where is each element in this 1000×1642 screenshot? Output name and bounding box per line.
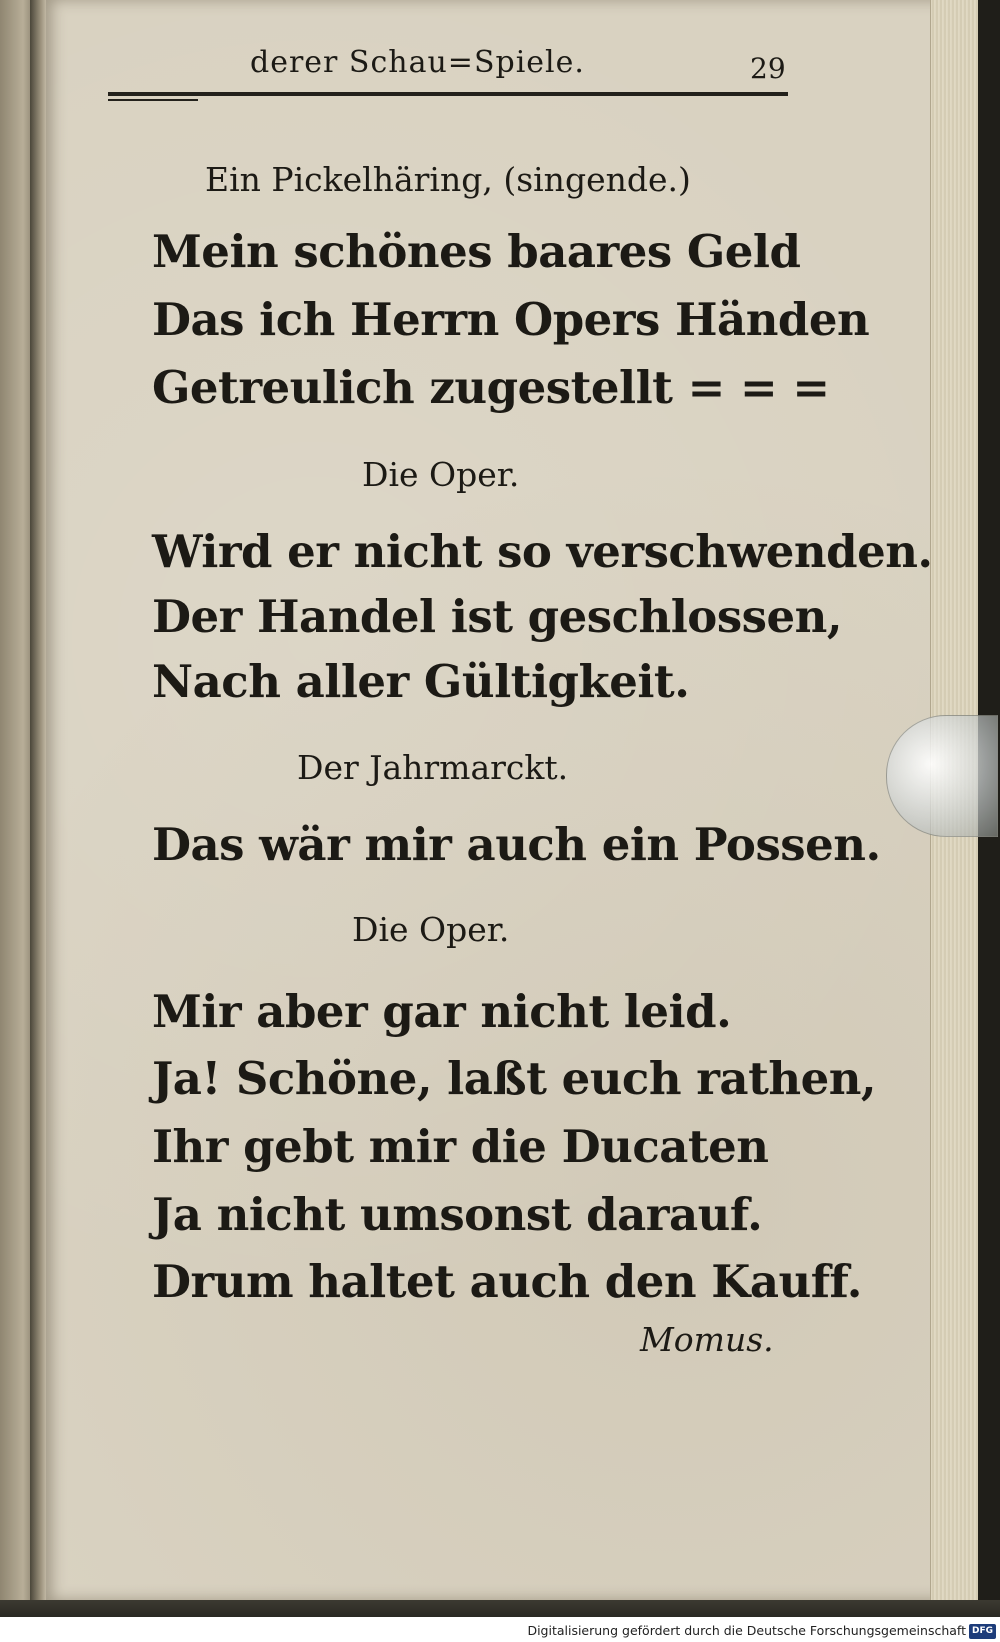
header-rule [108,92,788,96]
dfg-logo-icon: DFG [969,1624,996,1639]
verse-line: Ja! Schöne, laßt euch rathen, [152,1052,877,1105]
catchword: Momus. [640,1320,774,1359]
verse-line: Nach aller Gültigkeit. [152,655,690,708]
verse-line: Getreulich zugestellt = = = [152,361,830,414]
viewer-footer [0,1600,1000,1642]
speaker-label: Die Oper. [362,455,520,494]
verse-line: Der Handel ist geschlossen, [152,590,842,643]
running-title: derer Schau=Spiele. [250,45,585,80]
header-rule-short [108,99,198,101]
verse-line: Mir aber gar nicht leid. [152,985,732,1038]
speaker-label: Ein Pickelhäring, (singende.) [205,160,691,199]
verse-line: Ja nicht umsonst darauf. [152,1188,763,1241]
verse-line: Drum haltet auch den Kauff. [152,1255,862,1308]
funding-credit: Digitalisierung gefördert durch die Deutsche Forschungsgemeinschaft [527,1623,966,1638]
speaker-label: Die Oper. [352,910,510,949]
verse-line: Ihr gebt mir die Ducaten [152,1120,769,1173]
page-number: 29 [750,52,786,85]
verse-line: Wird er nicht so verschwenden. [152,525,933,578]
verse-line: Das wär mir auch ein Possen. [152,818,881,871]
verse-line: Mein schönes baares Geld [152,225,801,278]
speaker-label: Der Jahrmarckt. [297,748,569,787]
verse-line: Das ich Herrn Opers Händen [152,293,870,346]
